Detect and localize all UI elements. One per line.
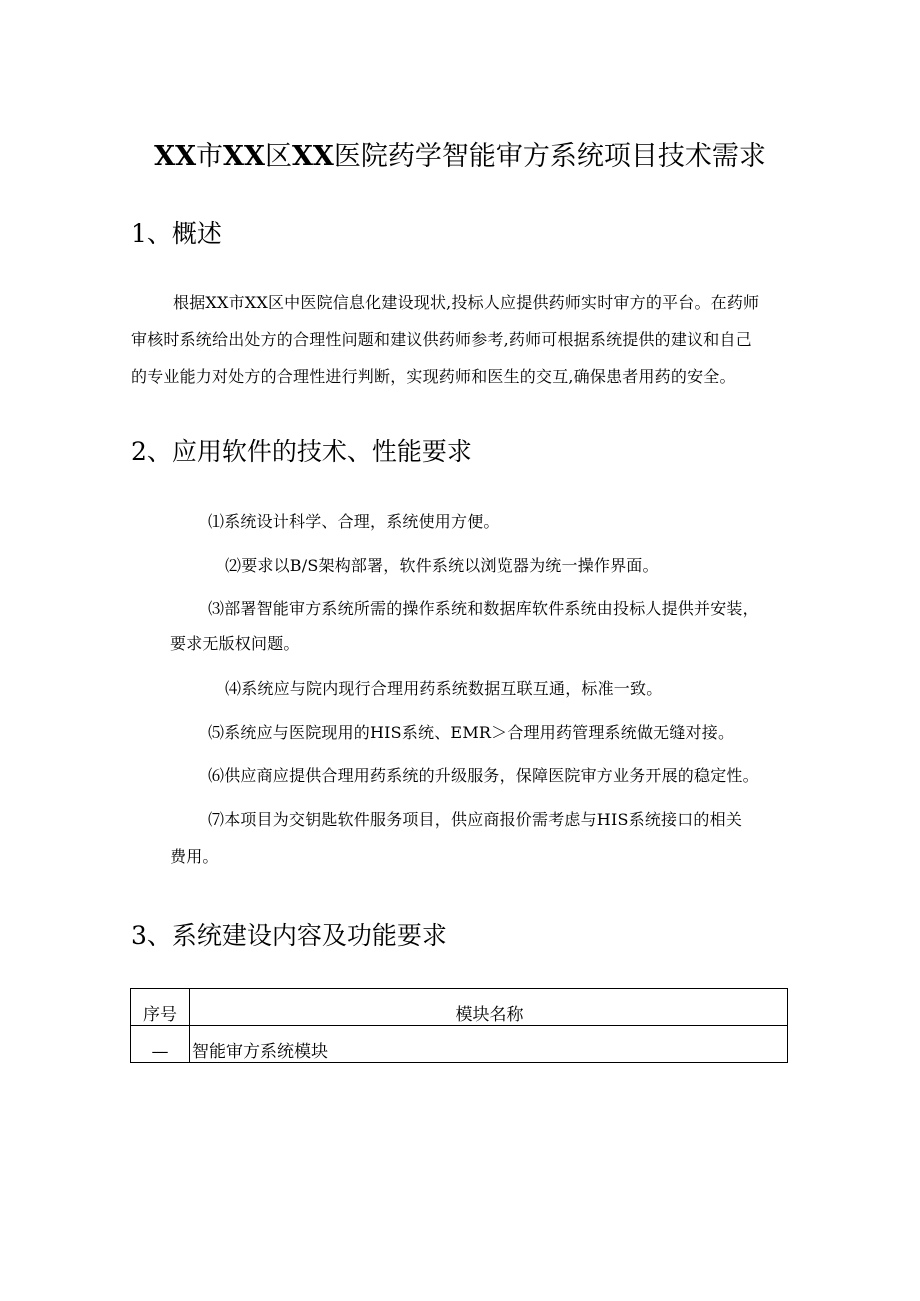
- requirement-item-4: ⑷系统应与院内现行合理用药系统数据互联互通，标准一致。: [225, 679, 663, 698]
- header-cell-index: 序号: [131, 989, 190, 1026]
- cell-module-name: 智能审方系统模块: [190, 1026, 788, 1063]
- section-2-heading: 2、应用软件的技术、性能要求: [131, 437, 472, 466]
- requirement-item-1: ⑴系统设计科学、合理，系统使用方便。: [208, 512, 500, 531]
- table-row: [131, 1026, 788, 1063]
- requirement-item-7-cont: 费用。: [170, 847, 219, 866]
- requirement-item-2: ⑵要求以B/S架构部署，软件系统以浏览器为统一操作界面。: [225, 556, 659, 575]
- requirement-item-7: ⑺本项目为交钥匙软件服务项目，供应商报价需考虑与HIS系统接口的相关: [208, 810, 743, 829]
- requirement-item-3: ⑶部署智能审方系统所需的操作系统和数据库软件系统由投标人提供并安装，: [208, 599, 759, 618]
- table-header-row: [131, 989, 788, 1026]
- section-1-line-2: 审核时系统给出处方的合理性问题和建议供药师参考,药师可根据系统提供的建议和自己: [131, 330, 752, 349]
- section-1-heading: 1、概述: [131, 219, 222, 248]
- module-table: [130, 988, 788, 1063]
- requirement-item-6: ⑹供应商应提供合理用药系统的升级服务，保障医院审方业务开展的稳定性。: [208, 766, 759, 785]
- section-1-line-1: 根据XX市XX区中医院信息化建设现状,投标人应提供药师实时审方的平台。在药师: [173, 293, 760, 312]
- header-cell-module-name: 模块名称: [190, 989, 788, 1026]
- cell-index: —: [131, 1026, 190, 1063]
- requirement-item-5: ⑸系统应与医院现用的HIS系统、EMR＞合理用药管理系统做无缝对接。: [208, 723, 735, 742]
- document-title: XX市XX区XX医院药学智能审方系统项目技术需求: [154, 141, 766, 172]
- section-1-line-3: 的专业能力对处方的合理性进行判断，实现药师和医生的交互,确保患者用药的安全。: [131, 367, 736, 386]
- section-3-heading: 3、系统建设内容及功能要求: [131, 921, 447, 950]
- requirement-item-3-cont: 要求无版权问题。: [170, 634, 300, 653]
